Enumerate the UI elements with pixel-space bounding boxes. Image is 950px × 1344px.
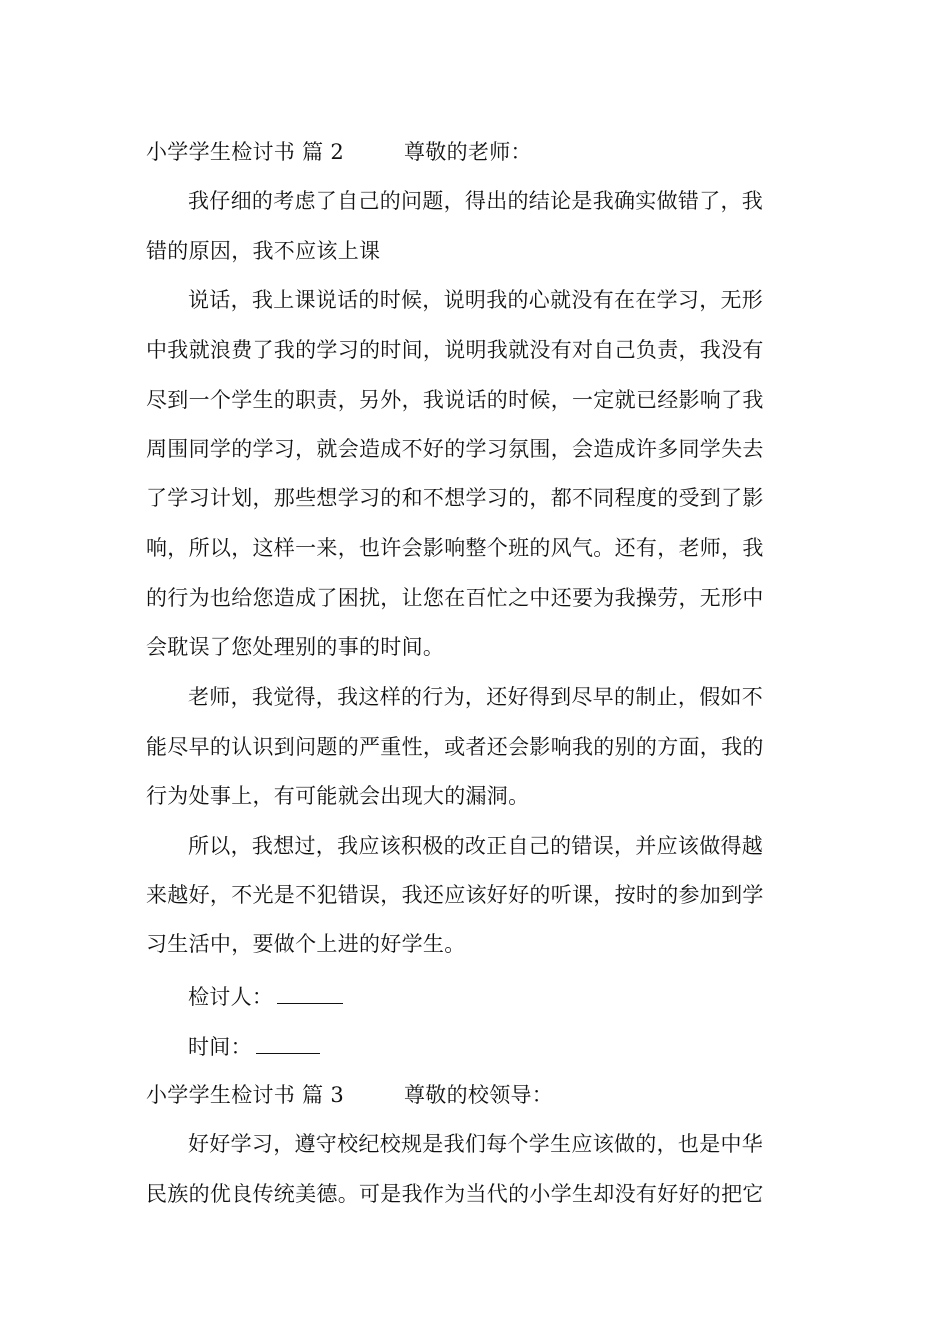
paragraph-line: 来越好，不光是不犯错误，我还应该好好的听课，按时的参加到学: [146, 883, 764, 907]
paragraph-line: 能尽早的认识到问题的严重性，或者还会影响我的别的方面，我的: [146, 735, 764, 759]
paragraph-line: 行为处事上，有可能就会出现大的漏洞。: [146, 784, 530, 808]
reviewer-label: 检讨人：: [188, 985, 274, 1009]
paragraph-line: 老师，我觉得，我这样的行为，还好得到尽早的制止，假如不: [188, 685, 764, 709]
section-title: 小学学生检讨书: [146, 140, 296, 164]
time-label: 时间：: [188, 1035, 252, 1059]
time-line: [188, 1033, 320, 1061]
salutation: 尊敬的老师：: [404, 140, 532, 164]
paragraph-line: 说话，我上课说话的时候，说明我的心就没有在在学习，无形: [188, 288, 764, 312]
paragraph-line: 习生活中，要做个上进的好学生。: [146, 932, 466, 956]
paragraph-line: 好好学习，遵守校纪校规是我们每个学生应该做的，也是中华: [188, 1132, 764, 1156]
salutation: 尊敬的校领导：: [404, 1083, 554, 1107]
time-blank: [256, 1033, 320, 1054]
paragraph-line: 所以，我想过，我应该积极的改正自己的错误，并应该做得越: [188, 834, 764, 858]
section-number: 篇 3: [302, 1083, 345, 1107]
section-heading: [146, 1081, 553, 1109]
section-heading: [146, 138, 532, 166]
paragraph-line: 响，所以，这样一来，也许会影响整个班的风气。还有，老师，我: [146, 536, 764, 560]
reviewer-line: [188, 983, 343, 1011]
reviewer-blank: [277, 983, 343, 1004]
paragraph-line: 中我就浪费了我的学习的时间，说明我就没有对自己负责，我没有: [146, 338, 764, 362]
section-title: 小学学生检讨书: [146, 1083, 296, 1107]
paragraph-line: 我仔细的考虑了自己的问题，得出的结论是我确实做错了，我: [188, 189, 764, 213]
paragraph-line: 尽到一个学生的职责，另外，我说话的时候，一定就已经影响了我: [146, 388, 764, 412]
paragraph-line: 的行为也给您造成了困扰，让您在百忙之中还要为我操劳，无形中: [146, 586, 764, 610]
paragraph-line: 了学习计划，那些想学习的和不想学习的，都不同程度的受到了影: [146, 486, 764, 510]
section-number: 篇 2: [302, 140, 345, 164]
paragraph-line: 错的原因，我不应该上课: [146, 239, 381, 263]
paragraph-line: 周围同学的学习，就会造成不好的学习氛围，会造成许多同学失去: [146, 437, 764, 461]
paragraph-line: 民族的优良传统美德。可是我作为当代的小学生却没有好好的把它: [146, 1182, 764, 1206]
paragraph-line: 会耽误了您处理别的事的时间。: [146, 635, 445, 659]
